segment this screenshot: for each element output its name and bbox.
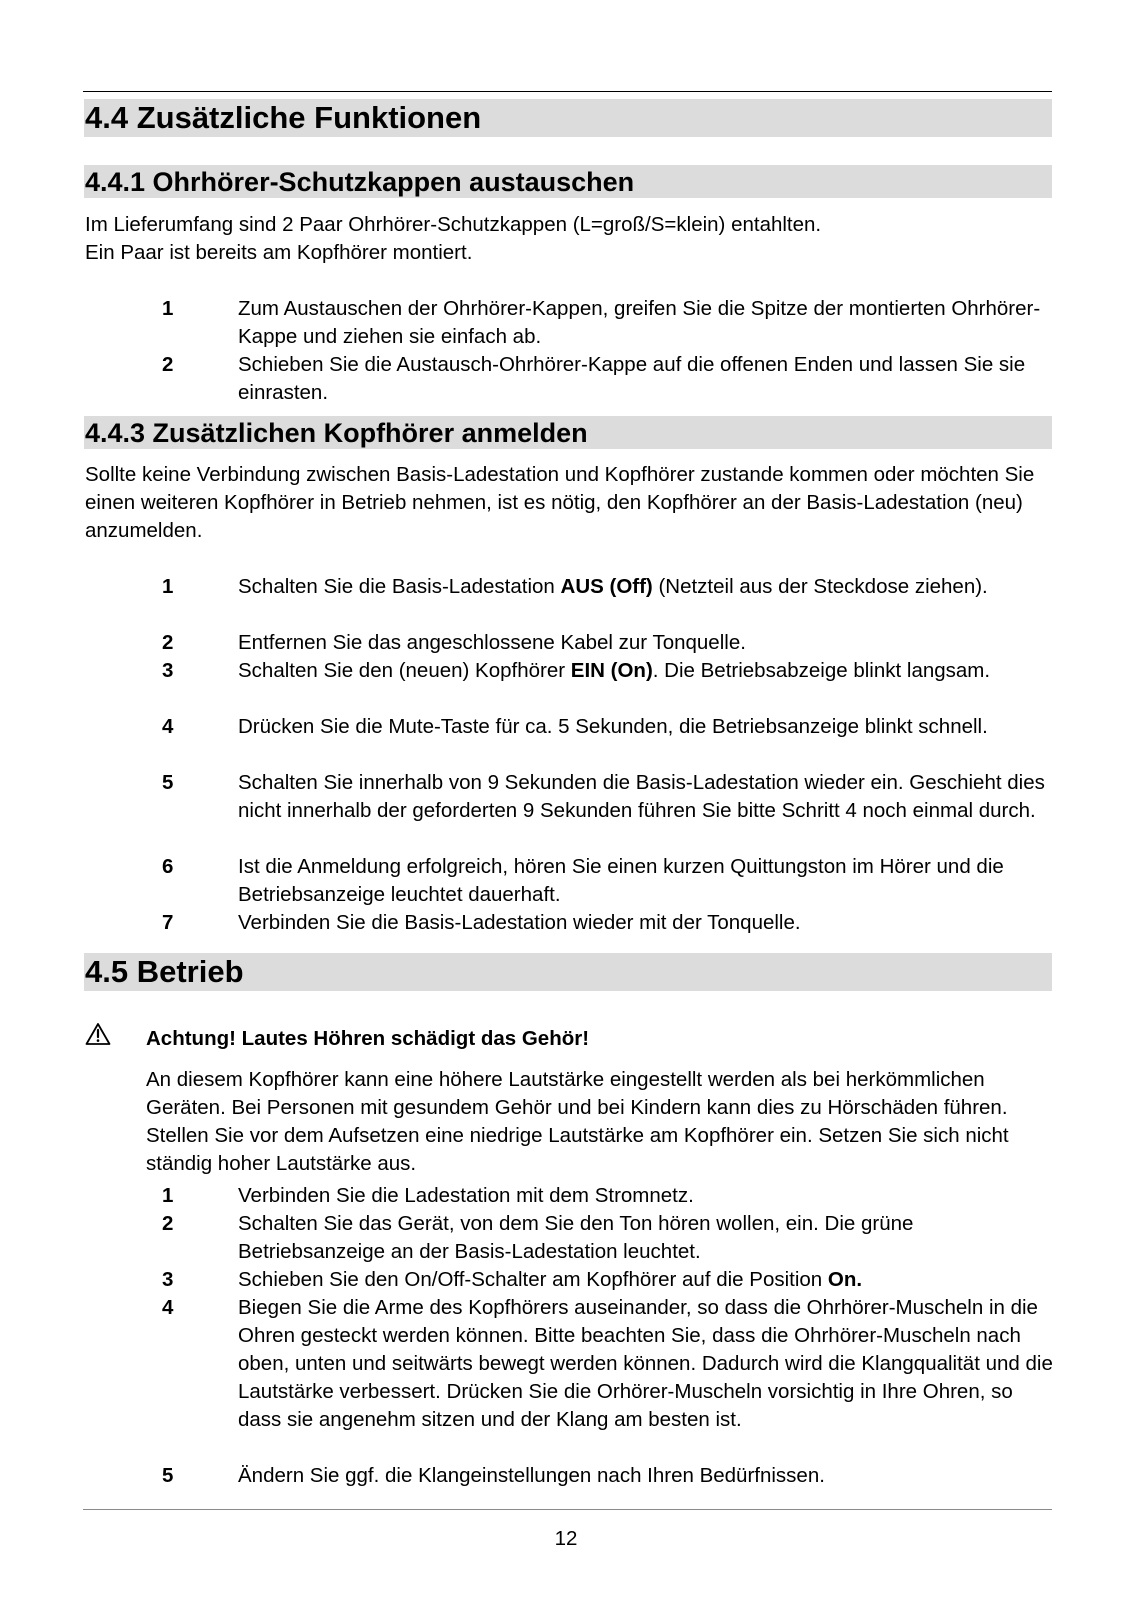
step-number: 2 [162,631,174,654]
step-text: Verbinden Sie die Ladestation mit dem Stromnetz. [238,1184,694,1207]
intro-line-2: Ein Paar ist bereits am Kopfhörer montiert. [85,241,473,264]
warning-text: An diesem Kopfhörer kann eine höhere Lautstärke eingestellt werden als bei herkömmlichen Geräten. Bei Personen mit gesundem Gehör und bei Kindern kann dies zu Hörschäden führen. Stellen Sie vor dem Aufsetzen eine niedrige Lautstärke am Kopfhörer ein. Setzen Sie sich nicht ständig hoher Lautstärke aus. [146,1068,1009,1175]
step-number: 1 [162,1184,174,1207]
footer-rule [83,1509,1052,1510]
step-text: Schieben Sie den On/Off-Schalter am Kopfhörer auf die Position On. [238,1268,863,1291]
step-text: Schalten Sie die Basis-Ladestation AUS (Off) (Netzteil aus der Steckdose ziehen). [238,575,988,598]
step-text: Zum Austauschen der Ohrhörer-Kappen, greifen Sie die Spitze der montierten Ohrhörer-Kappe und ziehen sie einfach ab. [238,297,1041,348]
step-text: Ist die Anmeldung erfolgreich, hören Sie einen kurzen Quittungston im Hörer und die Betriebsanzeige leuchtet dauerhaft. [238,855,1004,906]
step-number: 4 [162,715,174,738]
heading-4-4-3: 4.4.3 Zusätzlichen Kopfhörer anmelden [84,416,1052,449]
warning-triangle-icon [85,1022,111,1046]
step-number: 3 [162,659,174,682]
step-number: 2 [162,353,174,376]
page-number: 12 [554,1527,578,1550]
section-intro: Sollte keine Verbindung zwischen Basis-Ladestation und Kopfhörer zustande kommen oder möchten Sie einen weiteren Kopfhörer in Betrieb nehmen, ist es nötig, den Kopfhörer an der Basis-Ladestation (neu) anzumelden. [85,463,1035,542]
step-number: 1 [162,575,174,598]
step-number: 6 [162,855,174,878]
top-rule [83,91,1052,92]
step-text: Schalten Sie den (neuen) Kopfhörer EIN (On). Die Betriebsabzeige blinkt langsam. [238,659,991,682]
step-text: Entfernen Sie das angeschlossene Kabel zur Tonquelle. [238,631,746,654]
step-number: 2 [162,1212,174,1235]
step-number: 3 [162,1268,174,1291]
step-text: Verbinden Sie die Basis-Ladestation wieder mit der Tonquelle. [238,911,801,934]
step-number: 5 [162,771,174,794]
step-text: Drücken Sie die Mute-Taste für ca. 5 Sekunden, die Betriebsanzeige blinkt schnell. [238,715,988,738]
step-number: 4 [162,1296,174,1319]
warning-title: Achtung! Lautes Höhren schädigt das Gehör! [146,1027,590,1050]
step-text: Ändern Sie ggf. die Klangeinstellungen nach Ihren Bedürfnissen. [238,1464,825,1487]
heading-4-4: 4.4 Zusätzliche Funktionen [84,99,1052,137]
step-number: 1 [162,297,174,320]
heading-4-4-1: 4.4.1 Ohrhörer-Schutzkappen austauschen [84,165,1052,198]
step-text: Schieben Sie die Austausch-Ohrhörer-Kappe auf die offenen Enden und lassen Sie sie einrasten. [238,353,1026,404]
heading-4-5: 4.5 Betrieb [84,953,1052,991]
step-number: 5 [162,1464,174,1487]
step-number: 7 [162,911,174,934]
step-text: Biegen Sie die Arme des Kopfhörers auseinander, so dass die Ohrhörer-Muscheln in die Ohren gesteckt werden können. Bitte beachten Sie, dass die Ohrhörer-Muscheln nach oben, unten und seitwärts bewegt werden können. Dadurch wird die Klangqualität und die Lautstärke verbessert. Drücken Sie die Orhörer-Muscheln vorsichtig in Ihre Ohren, so dass sie angenehm sitzen und der Klang am besten ist. [238,1296,1053,1431]
step-text: Schalten Sie das Gerät, von dem Sie den Ton hören wollen, ein. Die grüne Betriebsanzeige an der Basis-Ladestation leuchtet. [238,1212,914,1263]
step-text: Schalten Sie innerhalb von 9 Sekunden die Basis-Ladestation wieder ein. Geschieht dies nicht innerhalb der geforderten 9 Sekunden führen Sie bitte Schritt 4 noch einmal durch. [238,771,1045,822]
intro-line-1: Im Lieferumfang sind 2 Paar Ohrhörer-Schutzkappen (L=groß/S=klein) entahlten. [85,213,822,236]
